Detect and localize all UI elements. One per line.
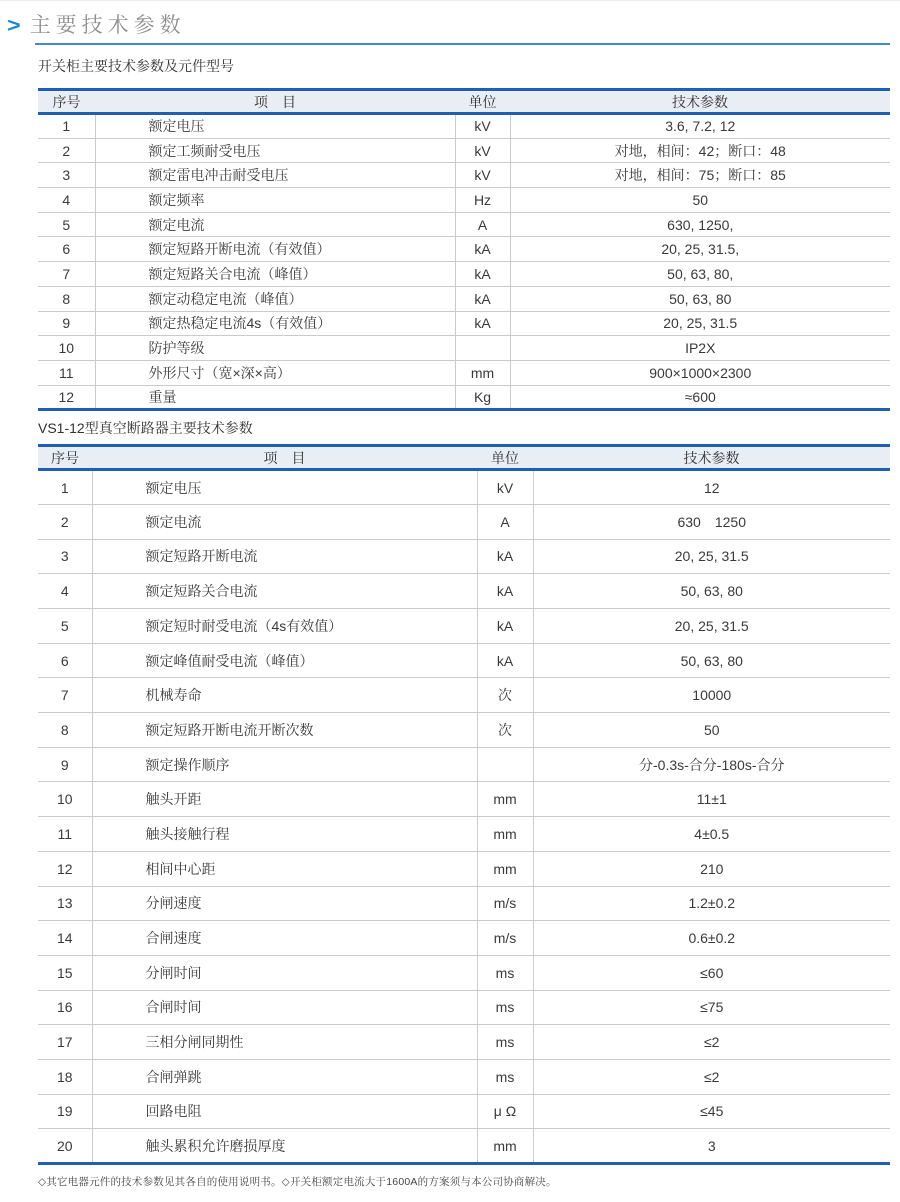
cell-seq: 2 bbox=[38, 504, 92, 539]
cell-value: 50, 63, 80 bbox=[533, 643, 890, 678]
table-row bbox=[38, 713, 890, 748]
table-subtitle-switchgear: 开关柜主要技术参数及元件型号 bbox=[38, 58, 234, 74]
cell-value: ≤2 bbox=[533, 1059, 890, 1094]
cell-unit: Hz bbox=[455, 188, 510, 213]
cell-unit: mm bbox=[477, 1129, 533, 1164]
cell-item: 额定操作顺序 bbox=[92, 747, 477, 782]
cell-unit: kV bbox=[477, 470, 533, 505]
table-row bbox=[38, 1094, 890, 1129]
cell-unit: 次 bbox=[477, 713, 533, 748]
cell-item: 合闸速度 bbox=[92, 921, 477, 956]
cell-seq: 9 bbox=[38, 311, 95, 336]
table-row bbox=[38, 163, 890, 188]
cell-unit: A bbox=[477, 504, 533, 539]
cell-item: 额定频率 bbox=[95, 188, 455, 213]
cell-item: 防护等级 bbox=[95, 336, 455, 361]
cell-value: ≤75 bbox=[533, 990, 890, 1025]
cell-seq: 12 bbox=[38, 851, 92, 886]
cell-item: 额定短路开断电流 bbox=[92, 539, 477, 574]
cell-unit: kA bbox=[455, 237, 510, 262]
header-row bbox=[38, 90, 890, 114]
cell-unit: kV bbox=[455, 138, 510, 163]
cell-seq: 18 bbox=[38, 1059, 92, 1094]
cell-unit: kA bbox=[455, 286, 510, 311]
column-header: 单位 bbox=[477, 446, 533, 470]
cell-item: 额定雷电冲击耐受电压 bbox=[95, 163, 455, 188]
table-row bbox=[38, 1025, 890, 1060]
cell-unit: mm bbox=[477, 782, 533, 817]
cell-value: 50 bbox=[510, 188, 890, 213]
page bbox=[0, 1, 900, 1189]
column-header: 序号 bbox=[38, 446, 92, 470]
cell-value: IP2X bbox=[510, 336, 890, 361]
table-row bbox=[38, 336, 890, 361]
table-row bbox=[38, 678, 890, 713]
table-row bbox=[38, 782, 890, 817]
table-row bbox=[38, 470, 890, 505]
table-row bbox=[38, 609, 890, 644]
cell-item: 额定短时耐受电流（4s有效值） bbox=[92, 609, 477, 644]
cell-value: 10000 bbox=[533, 678, 890, 713]
cell-value: 20, 25, 31.5 bbox=[510, 311, 890, 336]
cell-unit: kA bbox=[477, 609, 533, 644]
cell-seq: 12 bbox=[38, 385, 95, 410]
cell-item: 额定短路开断电流开断次数 bbox=[92, 713, 477, 748]
table-row bbox=[38, 955, 890, 990]
table-row bbox=[38, 851, 890, 886]
column-header: 技术参数 bbox=[510, 90, 890, 114]
cell-value: 对地，相间：75；断口：85 bbox=[510, 163, 890, 188]
cell-seq: 4 bbox=[38, 188, 95, 213]
cell-unit: kA bbox=[455, 262, 510, 287]
table-row bbox=[38, 1129, 890, 1164]
cell-value: ≈600 bbox=[510, 385, 890, 410]
cell-seq: 14 bbox=[38, 921, 92, 956]
cell-value: 分-0.3s-合分-180s-合分 bbox=[533, 747, 890, 782]
cell-seq: 7 bbox=[38, 262, 95, 287]
cell-seq: 8 bbox=[38, 713, 92, 748]
table-row bbox=[38, 212, 890, 237]
cell-value: 50 bbox=[533, 713, 890, 748]
column-header: 技术参数 bbox=[533, 446, 890, 470]
cell-seq: 5 bbox=[38, 609, 92, 644]
header-row bbox=[38, 446, 890, 470]
cell-value: 630, 1250, bbox=[510, 212, 890, 237]
cell-value: ≤60 bbox=[533, 955, 890, 990]
cell-seq: 10 bbox=[38, 336, 95, 361]
table-row bbox=[38, 817, 890, 852]
cell-seq: 7 bbox=[38, 678, 92, 713]
cell-item: 合闸弹跳 bbox=[92, 1059, 477, 1094]
table-row bbox=[38, 990, 890, 1025]
cell-item: 额定电压 bbox=[92, 470, 477, 505]
cell-unit: m/s bbox=[477, 921, 533, 956]
column-header: 序号 bbox=[38, 90, 95, 114]
cell-seq: 11 bbox=[38, 360, 95, 385]
table-row bbox=[38, 643, 890, 678]
cell-seq: 13 bbox=[38, 886, 92, 921]
cell-unit: kA bbox=[455, 311, 510, 336]
cell-item: 额定动稳定电流（峰值） bbox=[95, 286, 455, 311]
cell-unit: A bbox=[455, 212, 510, 237]
table-row bbox=[38, 504, 890, 539]
cell-seq: 1 bbox=[38, 114, 95, 139]
cell-seq: 6 bbox=[38, 643, 92, 678]
cell-item: 额定电流 bbox=[92, 504, 477, 539]
cell-value: 4±0.5 bbox=[533, 817, 890, 852]
cell-item: 外形尺寸（宽×深×高） bbox=[95, 360, 455, 385]
cell-unit: kA bbox=[477, 643, 533, 678]
table-row bbox=[38, 574, 890, 609]
footnote: ◇其它电器元件的技术参数见其各自的使用说明书。◇开关柜额定电流大于1600A的方案须与本公司协商解决。 bbox=[38, 1176, 557, 1188]
cell-value: 对地，相间：42；断口：48 bbox=[510, 138, 890, 163]
table-row bbox=[38, 747, 890, 782]
cell-item: 相间中心距 bbox=[92, 851, 477, 886]
cell-value: ≤2 bbox=[533, 1025, 890, 1060]
cell-item: 额定短路关合电流 bbox=[92, 574, 477, 609]
cell-unit: Kg bbox=[455, 385, 510, 410]
table-row bbox=[38, 385, 890, 410]
page-title: 主要技术参数 bbox=[29, 14, 186, 37]
cell-unit: ms bbox=[477, 990, 533, 1025]
cell-value: 20, 25, 31.5 bbox=[533, 539, 890, 574]
cell-unit: kA bbox=[477, 539, 533, 574]
cell-value: 20, 25, 31.5, bbox=[510, 237, 890, 262]
cell-unit: ms bbox=[477, 1059, 533, 1094]
cell-item: 分闸时间 bbox=[92, 955, 477, 990]
cell-item: 触头累积允许磨损厚度 bbox=[92, 1129, 477, 1164]
cell-value: 12 bbox=[533, 470, 890, 505]
cell-seq: 2 bbox=[38, 138, 95, 163]
table-row bbox=[38, 138, 890, 163]
cell-item: 额定短路开断电流（有效值） bbox=[95, 237, 455, 262]
cell-value: 0.6±0.2 bbox=[533, 921, 890, 956]
title-divider bbox=[35, 43, 890, 45]
table-row bbox=[38, 360, 890, 385]
table-row bbox=[38, 188, 890, 213]
cell-item: 额定电压 bbox=[95, 114, 455, 139]
cell-value: 630 1250 bbox=[533, 504, 890, 539]
table-row bbox=[38, 1059, 890, 1094]
cell-seq: 5 bbox=[38, 212, 95, 237]
cell-seq: 19 bbox=[38, 1094, 92, 1129]
table-row bbox=[38, 286, 890, 311]
cell-seq: 6 bbox=[38, 237, 95, 262]
cell-seq: 1 bbox=[38, 470, 92, 505]
column-header: 项 目 bbox=[92, 446, 477, 470]
cell-unit: ms bbox=[477, 955, 533, 990]
table-row bbox=[38, 262, 890, 287]
cell-item: 额定峰值耐受电流（峰值） bbox=[92, 643, 477, 678]
cell-value: 1.2±0.2 bbox=[533, 886, 890, 921]
cell-seq: 10 bbox=[38, 782, 92, 817]
cell-item: 额定短路关合电流（峰值） bbox=[95, 262, 455, 287]
cell-seq: 16 bbox=[38, 990, 92, 1025]
cell-value: 11±1 bbox=[533, 782, 890, 817]
cell-seq: 17 bbox=[38, 1025, 92, 1060]
cell-value: 50, 63, 80, bbox=[510, 262, 890, 287]
page-header bbox=[8, 12, 890, 39]
cell-unit bbox=[455, 336, 510, 361]
section-arrow-icon: > bbox=[7, 14, 21, 37]
cell-unit bbox=[477, 747, 533, 782]
spec-table-switchgear bbox=[38, 88, 890, 411]
cell-value: 210 bbox=[533, 851, 890, 886]
cell-item: 合闸时间 bbox=[92, 990, 477, 1025]
column-header: 单位 bbox=[455, 90, 510, 114]
table-row bbox=[38, 886, 890, 921]
cell-value: 3 bbox=[533, 1129, 890, 1164]
cell-seq: 3 bbox=[38, 163, 95, 188]
cell-item: 触头接触行程 bbox=[92, 817, 477, 852]
table-row bbox=[38, 237, 890, 262]
cell-unit: mm bbox=[455, 360, 510, 385]
cell-value: ≤45 bbox=[533, 1094, 890, 1129]
cell-item: 机械寿命 bbox=[92, 678, 477, 713]
spec-table-breaker bbox=[38, 444, 890, 1165]
table-row bbox=[38, 921, 890, 956]
cell-seq: 8 bbox=[38, 286, 95, 311]
cell-unit: 次 bbox=[477, 678, 533, 713]
content bbox=[8, 57, 890, 1189]
cell-unit: mm bbox=[477, 817, 533, 852]
cell-item: 重量 bbox=[95, 385, 455, 410]
cell-seq: 3 bbox=[38, 539, 92, 574]
table-row bbox=[38, 114, 890, 139]
cell-unit: mm bbox=[477, 851, 533, 886]
table-row bbox=[38, 311, 890, 336]
cell-item: 额定热稳定电流4s（有效值） bbox=[95, 311, 455, 336]
cell-value: 50, 63, 80 bbox=[510, 286, 890, 311]
cell-item: 额定电流 bbox=[95, 212, 455, 237]
cell-seq: 4 bbox=[38, 574, 92, 609]
cell-unit: kV bbox=[455, 114, 510, 139]
cell-value: 50, 63, 80 bbox=[533, 574, 890, 609]
cell-value: 20, 25, 31.5 bbox=[533, 609, 890, 644]
cell-item: 触头开距 bbox=[92, 782, 477, 817]
cell-item: 回路电阻 bbox=[92, 1094, 477, 1129]
cell-seq: 9 bbox=[38, 747, 92, 782]
cell-seq: 15 bbox=[38, 955, 92, 990]
cell-unit: ms bbox=[477, 1025, 533, 1060]
table-subtitle-breaker: VS1-12型真空断路器主要技术参数 bbox=[38, 420, 253, 437]
cell-value: 900×1000×2300 bbox=[510, 360, 890, 385]
cell-item: 额定工频耐受电压 bbox=[95, 138, 455, 163]
cell-item: 分闸速度 bbox=[92, 886, 477, 921]
cell-unit: kA bbox=[477, 574, 533, 609]
column-header: 项 目 bbox=[95, 90, 455, 114]
cell-seq: 11 bbox=[38, 817, 92, 852]
cell-item: 三相分闸同期性 bbox=[92, 1025, 477, 1060]
cell-unit: m/s bbox=[477, 886, 533, 921]
cell-seq: 20 bbox=[38, 1129, 92, 1164]
cell-unit: kV bbox=[455, 163, 510, 188]
cell-unit: μ Ω bbox=[477, 1094, 533, 1129]
cell-value: 3.6, 7.2, 12 bbox=[510, 114, 890, 139]
table-row bbox=[38, 539, 890, 574]
